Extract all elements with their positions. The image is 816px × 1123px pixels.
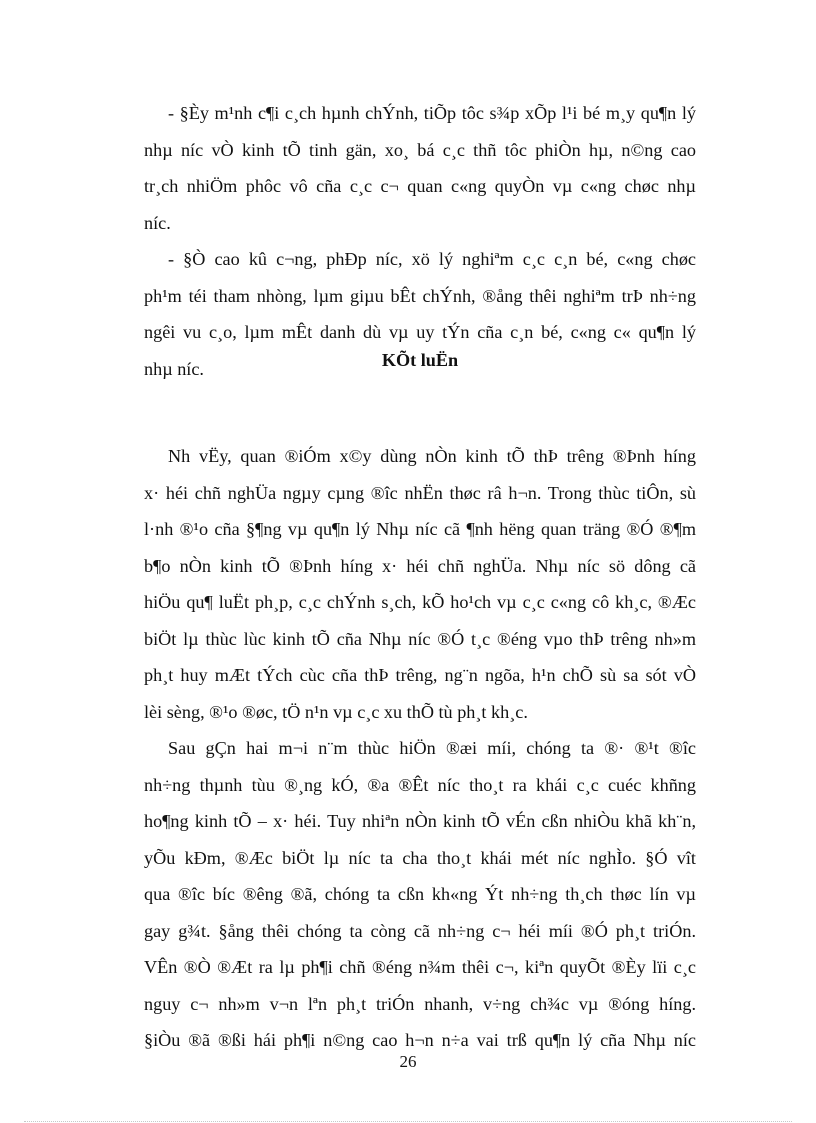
- text-line: níc.: [144, 212, 171, 233]
- text-line: nguy c¬ nh»m v¬n lªn ph¸t triÓn nhanh, v÷ng ch¾c vµ ®óng híng.: [144, 993, 696, 1014]
- text-line: hiÖu qu¶ luËt ph¸p, c¸c chÝnh s¸ch, kÕ ho¹ch vµ c¸c c«ng cô kh¸c, ®Æc: [144, 592, 696, 612]
- paragraph-1: [144, 95, 696, 241]
- text-line: ngêi vu c¸o, lµm mÊt danh dù vµ uy tÝn cña c¸n bé, c«ng c« qu¶n lý: [144, 322, 696, 342]
- text-line: §iÒu ®ã ®ßi hái ph¶i n©ng cao h¬n n÷a vai trß qu¶n lý cña Nhµ níc: [144, 1030, 696, 1050]
- text-line: lèi sèng, ®¹o ®øc, tÖ n¹n vµ c¸c xu thÕ tù ph¸t kh¸c.: [144, 701, 528, 722]
- text-line: b¶o nÒn kinh tÕ ®Þnh híng x· héi chñ nghÜa. Nhµ níc sö dông cã: [144, 555, 696, 576]
- text-line: ph¸t huy mÆt tÝch cùc cña thÞ trêng, ng¨n ngõa, h¹n chÕ sù sa sót vÒ: [144, 665, 696, 685]
- text-line: Nh vËy, quan ®iÓm x©y dùng nÒn kinh tÕ thÞ trêng ®Þnh híng: [168, 446, 696, 466]
- text-line: qua ®îc bíc ®êng ®ã, chóng ta cßn kh«ng Ýt nh÷ng th¸ch thøc lín vµ: [144, 884, 696, 904]
- body-text-bottom: [144, 438, 696, 1059]
- paragraph-4: [144, 730, 696, 1059]
- text-line: gay g¾t. §ång thêi chóng ta còng cã nh÷ng c¬ héi míi ®Ó ph¸t triÓn.: [144, 920, 696, 941]
- body-text-top: [144, 95, 696, 387]
- text-line: Sau gÇn hai m¬i n¨m thùc hiÖn ®æi míi, chóng ta ®· ®¹t ®îc: [168, 738, 696, 758]
- text-line: yÕu kÐm, ®Æc biÖt lµ níc ta cha tho¸t khái mét níc nghÌo. §Ó vît: [144, 847, 696, 868]
- text-line: ho¶ng kinh tÕ – x· héi. Tuy nhiªn nÒn kinh tÕ vÉn cßn nhiÒu khã kh¨n,: [144, 811, 696, 831]
- text-line: VÊn ®Ò ®Æt ra lµ ph¶i chñ ®éng n¾m thêi c¬, kiªn quyÕt ®Èy lïi c¸c: [144, 957, 696, 977]
- text-line: nhµ níc vÒ kinh tÕ tinh gän, xo¸ bá c¸c thñ tôc phiÒn hµ, n©ng cao: [144, 139, 696, 160]
- page-number: 26: [399, 1052, 417, 1071]
- text-line: - §Ò cao kû c¬ng, phÐp níc, xö lý nghiªm c¸c c¸n bé, c«ng chøc: [168, 249, 696, 269]
- text-line: biÖt lµ thùc lùc kinh tÕ cña Nhµ níc ®Ó t¸c ®éng vµo thÞ trêng nh»m: [144, 628, 696, 649]
- text-line: nh÷ng thµnh tùu ®¸ng kÓ, ®a ®Êt níc tho¸t ra khái c¸c cuéc khñng: [144, 774, 696, 795]
- text-line: - §Èy m¹nh c¶i c¸ch hµnh chÝnh, tiÕp tôc s¾p xÕp l¹i bé m¸y qu¶n lý: [168, 103, 696, 123]
- paragraph-3: [144, 438, 696, 730]
- text-line: nhµ níc.: [144, 358, 204, 379]
- text-line: l·nh ®¹o cña §¶ng vµ qu¶n lý Nhµ níc cã ¶nh hëng quan träng ®Ó ®¶m: [144, 519, 696, 539]
- text-line: x· héi chñ nghÜa ngµy cµng ®îc nhËn thøc râ h¬n. Trong thùc tiÔn, sù: [144, 482, 696, 503]
- page-bottom-divider: [24, 1121, 792, 1122]
- text-line: ph¹m téi tham nhòng, lµm giµu bÊt chÝnh, ®ång thêi nghiªm trÞ nh÷ng: [144, 285, 696, 306]
- section-heading: KÕt luËn: [381, 350, 459, 370]
- text-line: tr¸ch nhiÖm phôc vô cña c¸c c¬ quan c«ng quyÒn vµ c«ng chøc nhµ: [144, 176, 696, 196]
